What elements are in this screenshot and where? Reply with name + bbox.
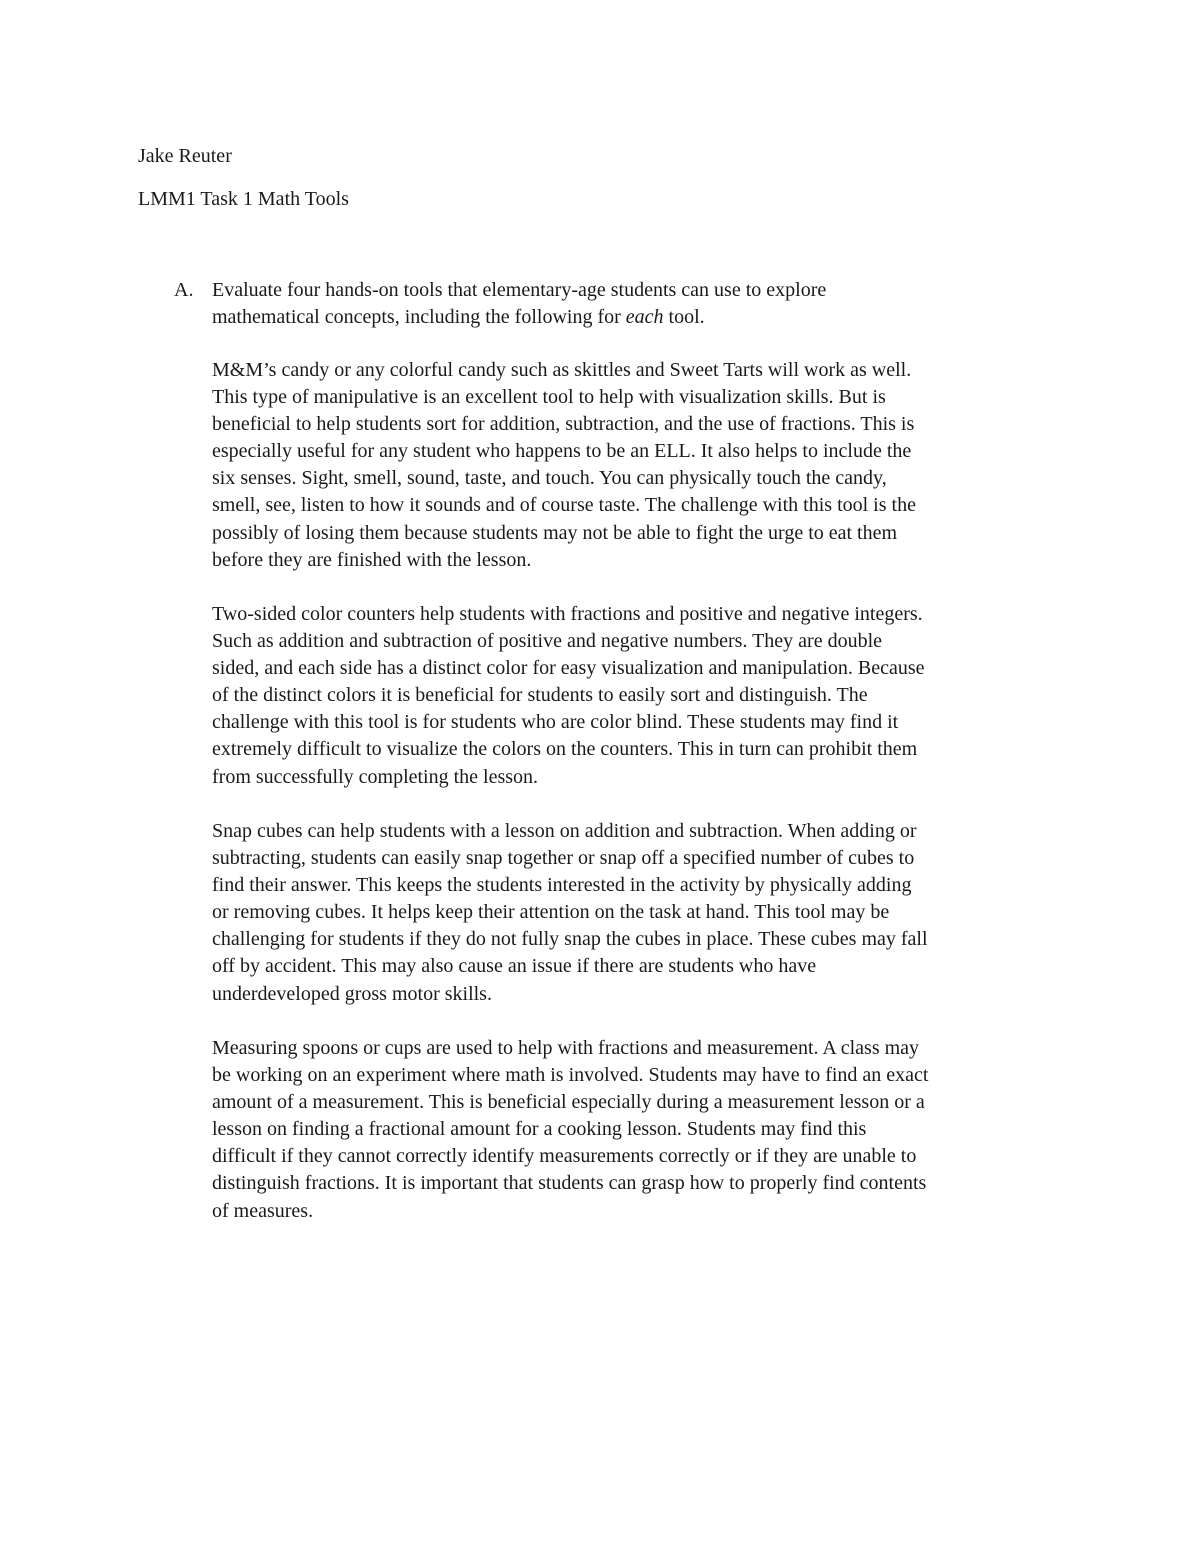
text-line: challenge with this tool is for students who are color blind. These students may find it bbox=[212, 711, 899, 734]
text-line: find their answer. This keeps the students interested in the activity by physically adding bbox=[212, 874, 912, 897]
text-line: of the distinct colors it is beneficial for students to easily sort and distinguish. The bbox=[212, 684, 868, 707]
text-line: Such as addition and subtraction of positive and negative numbers. They are double bbox=[212, 630, 883, 653]
text-line: distinguish fractions. It is important that students can grasp how to properly find contents bbox=[212, 1172, 927, 1195]
text-line: possibly of losing them because students may not be able to fight the urge to eat them bbox=[212, 521, 898, 544]
prompt-emphasis: each bbox=[625, 306, 664, 329]
paragraph-measuring bbox=[212, 1035, 1072, 1225]
text-line: sided, and each side has a distinct color for easy visualization and manipulation. Because bbox=[212, 657, 925, 680]
paragraph-candy bbox=[212, 357, 1072, 574]
prompt-line: Evaluate four hands-on tools that elementary-age students can use to explore bbox=[212, 279, 827, 301]
text-line: challenging for students if they do not fully snap the cubes in place. These cubes may fall bbox=[212, 928, 928, 951]
list-marker: A. bbox=[174, 279, 194, 301]
document-title: LMM1 Task 1 Math Tools bbox=[138, 188, 349, 210]
text-line: Measuring spoons or cups are used to help with fractions and measurement. A class may bbox=[212, 1037, 920, 1059]
text-line: lesson on finding a fractional amount for a cooking lesson. Students may find this bbox=[212, 1118, 867, 1141]
text-line: smell, see, listen to how it sounds and of course taste. The challenge with this tool is the bbox=[212, 494, 916, 517]
text-line: off by accident. This may also cause an issue if there are students who have bbox=[212, 955, 817, 978]
text-line: six senses. Sight, smell, sound, taste, and touch. You can physically touch the candy, bbox=[212, 467, 887, 490]
text-line: or removing cubes. It helps keep their attention on the task at hand. This tool may be bbox=[212, 901, 890, 924]
text-line: of measures. bbox=[212, 1199, 314, 1222]
text-line: M&M’s candy or any colorful candy such as skittles and Sweet Tarts will work as well. bbox=[212, 359, 912, 381]
text-line: Two-sided color counters help students with fractions and positive and negative integers. bbox=[212, 603, 923, 625]
prompt-text: tool. bbox=[663, 306, 705, 329]
section-prompt bbox=[212, 277, 1072, 331]
text-line: especially useful for any student who happens to be an ELL. It also helps to include the bbox=[212, 440, 912, 463]
text-line: underdeveloped gross motor skills. bbox=[212, 982, 492, 1005]
text-line: Snap cubes can help students with a lesson on addition and subtraction. When adding or bbox=[212, 820, 917, 842]
text-line: from successfully completing the lesson. bbox=[212, 765, 539, 788]
text-line: extremely difficult to visualize the colors on the counters. This in turn can prohibit them bbox=[212, 738, 918, 761]
prompt-text: mathematical concepts, including the following for bbox=[212, 306, 626, 329]
text-line: difficult if they cannot correctly identify measurements correctly or if they are unable to bbox=[212, 1145, 917, 1168]
paragraph-color-counters bbox=[212, 601, 1072, 791]
text-line: This type of manipulative is an excellent tool to help with visualization skills. But is bbox=[212, 386, 886, 409]
text-line: before they are finished with the lesson. bbox=[212, 548, 532, 571]
paragraph-snap-cubes bbox=[212, 818, 1072, 1008]
text-line: subtracting, students can easily snap together or snap off a specified number of cubes to bbox=[212, 847, 915, 870]
author-name: Jake Reuter bbox=[138, 145, 232, 167]
prompt-line bbox=[212, 304, 1072, 331]
text-line: amount of a measurement. This is beneficial especially during a measurement lesson or a bbox=[212, 1091, 925, 1114]
text-line: be working on an experiment where math is involved. Students may have to find an exact bbox=[212, 1064, 929, 1087]
text-line: beneficial to help students sort for addition, subtraction, and the use of fractions. This is bbox=[212, 413, 915, 436]
